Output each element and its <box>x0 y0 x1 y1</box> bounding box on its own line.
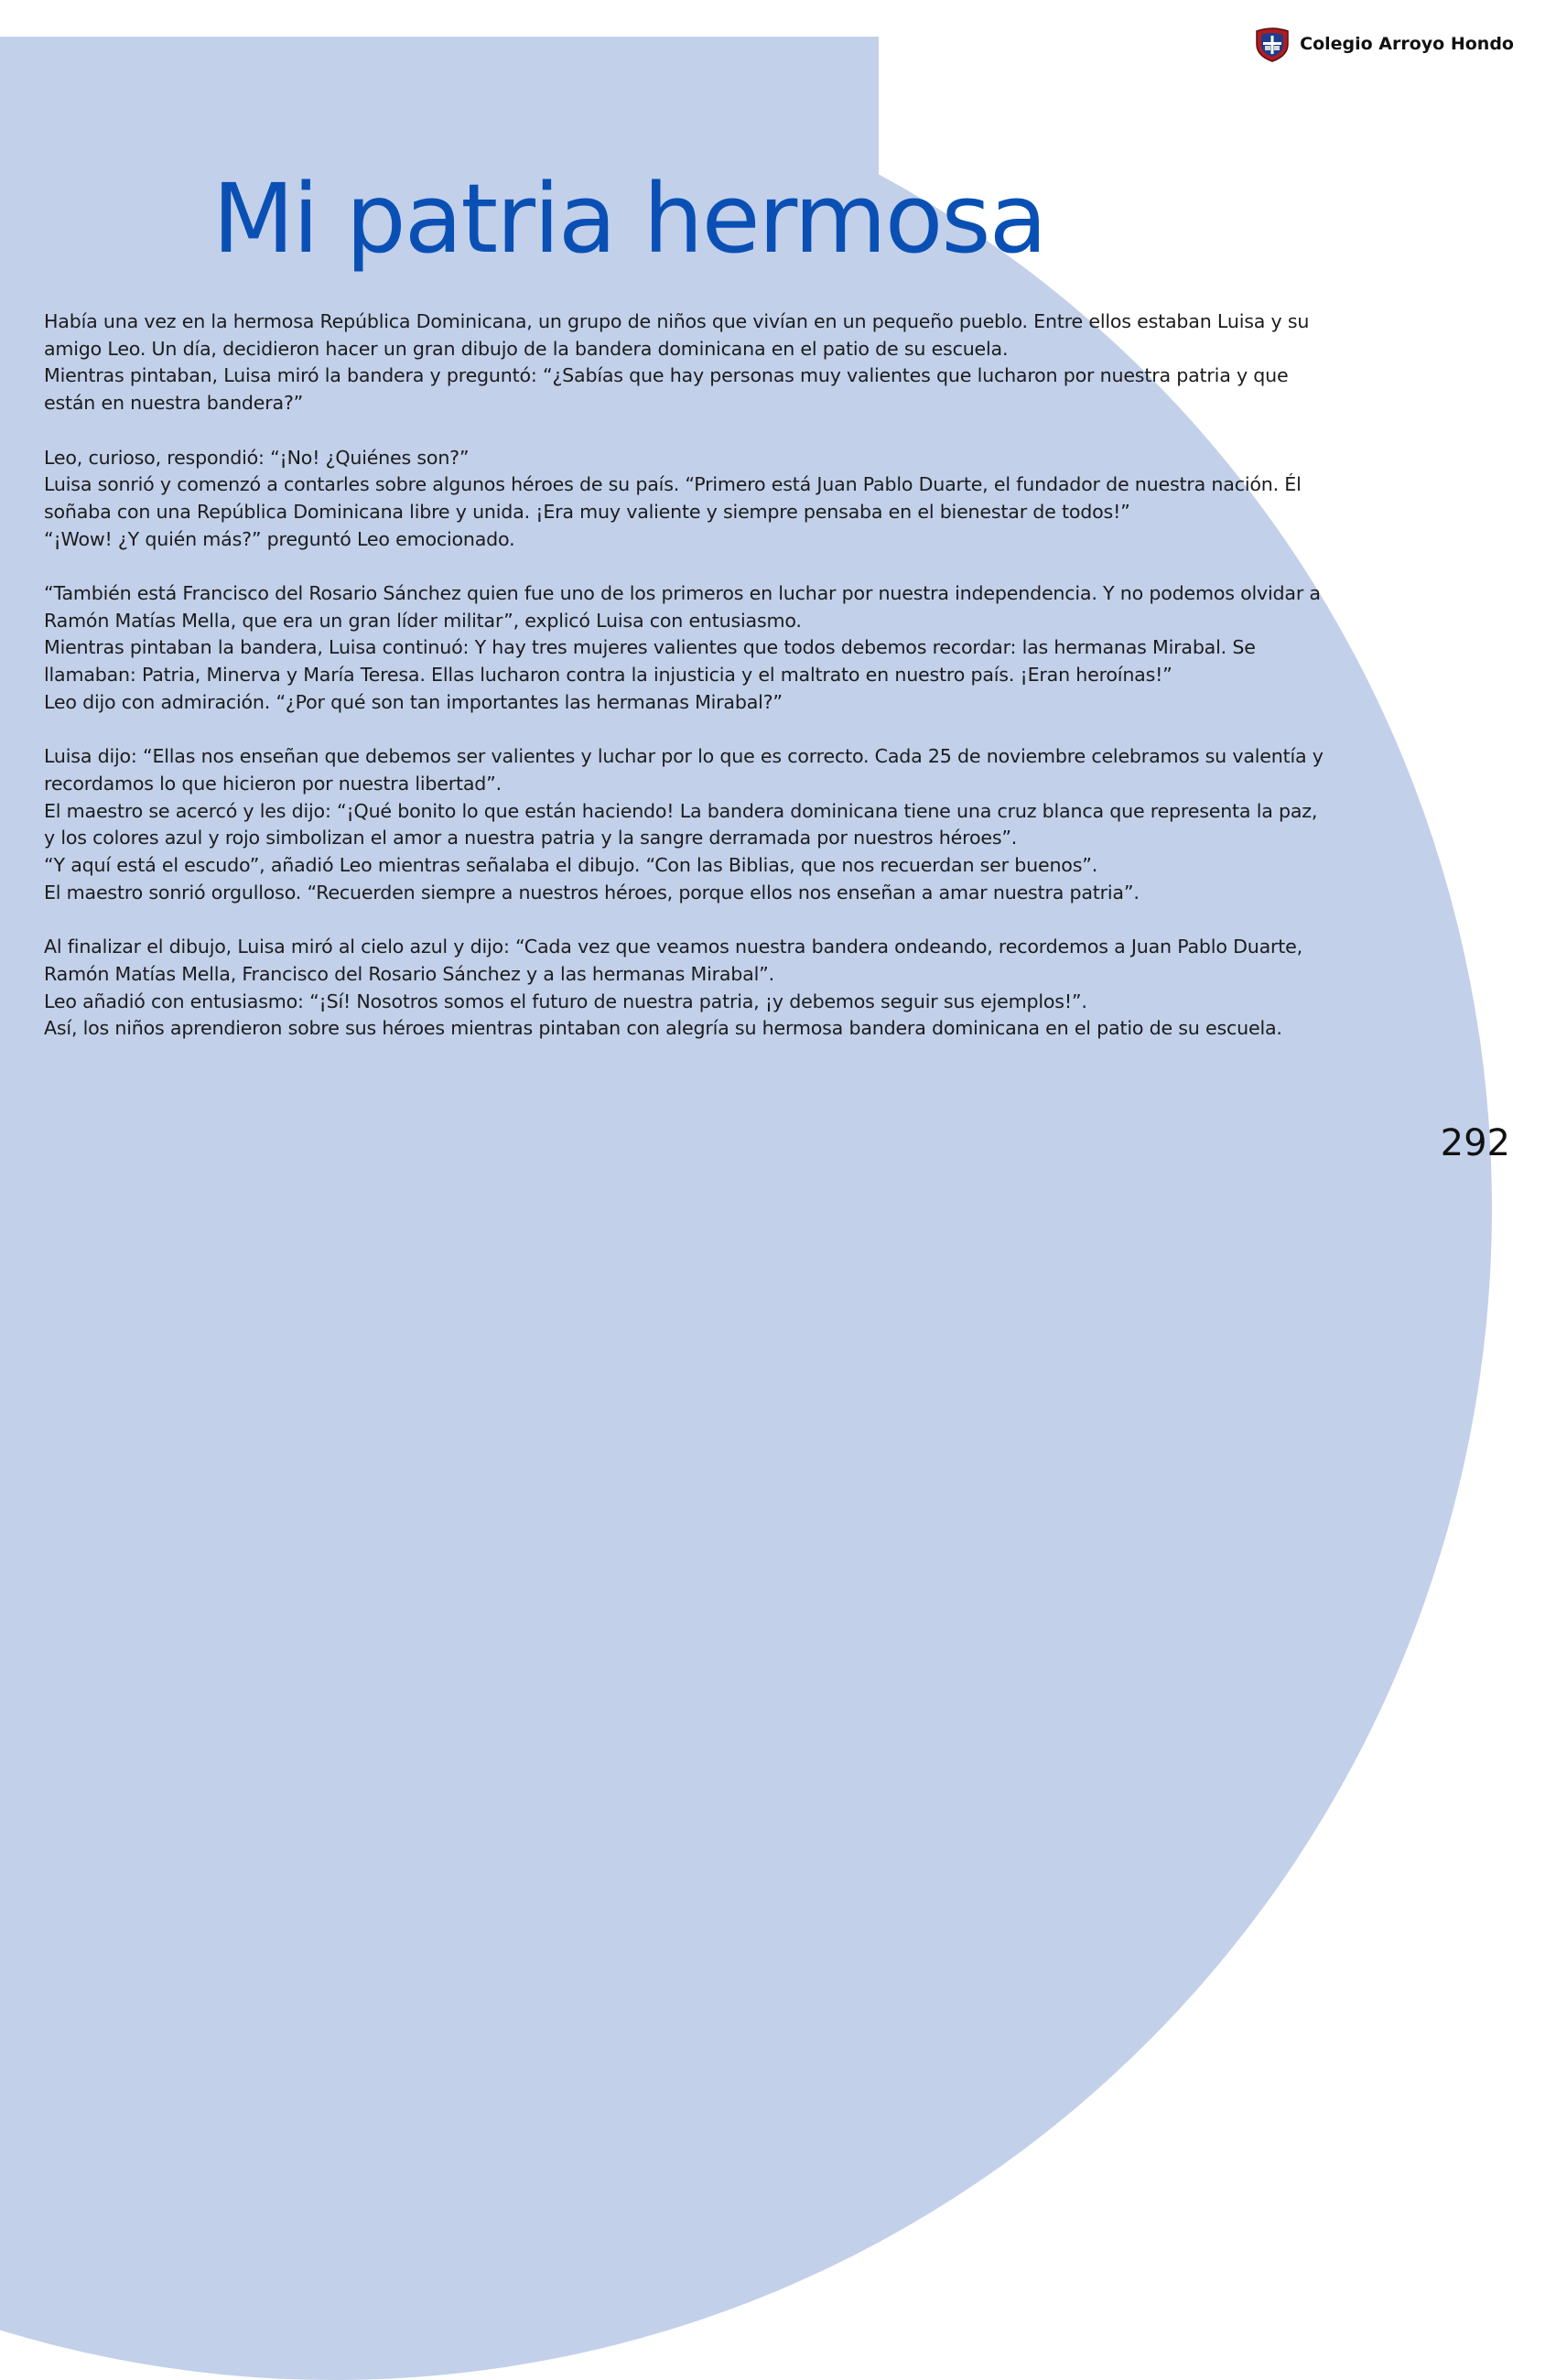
story-line: Mientras pintaban, Luisa miró la bandera y preguntó: “¿Sabías que hay personas muy valientes que lucharon por nuestra patria y que están en nuestra bandera?” <box>44 364 1289 415</box>
story-line: Leo, curioso, respondió: “¡No! ¿Quiénes son?” <box>44 446 470 469</box>
story-line: Había una vez en la hermosa República Dominicana, un grupo de niños que vivían en un pequeño pueblo. Entre ellos estaban Luisa y su amigo Leo. Un día, decidieron hacer un gran dibujo de la bandera dominicana en el patio de su escuela. <box>44 310 1310 360</box>
page-title: Mi patria hermosa <box>212 163 1046 275</box>
story-paragraph <box>44 934 1325 1043</box>
story-line: Luisa dijo: “Ellas nos enseñan que debemos ser valientes y luchar por lo que es correcto. Cada 25 de noviembre celebramos su valentía y recordamos lo que hicieron por nuestra libertad”. <box>44 745 1324 795</box>
school-name: Colegio Arroyo Hondo <box>1300 34 1514 54</box>
story-line: Leo dijo con admiración. “¿Por qué son tan importantes las hermanas Mirabal?” <box>44 690 783 713</box>
story-line: Leo añadió con entusiasmo: “¡Sí! Nosotros somos el futuro de nuestra patria, ¡y debemos seguir sus ejemplos!”. <box>44 990 1087 1012</box>
story-body <box>44 308 1325 1070</box>
story-paragraph <box>44 743 1325 906</box>
story-line: “¡Wow! ¿Y quién más?” preguntó Leo emocionado. <box>44 527 515 550</box>
story-line: Al finalizar el dibujo, Luisa miró al cielo azul y dijo: “Cada vez que veamos nuestra bandera ondeando, recordemos a Juan Pablo Duarte, Ramón Matías Mella, Francisco del Rosario Sánchez y a las hermanas Mirabal”. <box>44 936 1302 985</box>
story-line: Luisa sonrió y comenzó a contarles sobre algunos héroes de su país. “Primero está Juan Pablo Duarte, el fundador de nuestra nación. Él soñaba con una República Dominicana libre y unida. ¡Era muy valiente y siempre pensaba en el bienestar de todos!” <box>44 473 1302 523</box>
story-paragraph <box>44 580 1325 717</box>
story-line: Mientras pintaban la bandera, Luisa continuó: Y hay tres mujeres valientes que todos debemos recordar: las hermanas Mirabal. Se llamaban: Patria, Minerva y María Teresa. Ellas lucharon contra la injusticia y el maltrato en nuestro país. ¡Eran heroínas!” <box>44 636 1256 687</box>
page-number: 292 <box>1440 1122 1510 1164</box>
story-paragraph <box>44 445 1325 554</box>
story-line: El maestro sonrió orgulloso. “Recuerden siempre a nuestros héroes, porque ellos nos enseñan a amar nuestra patria”. <box>44 881 1140 903</box>
story-line: El maestro se acercó y les dijo: “¡Qué bonito lo que están haciendo! La bandera dominicana tiene una cruz blanca que representa la paz, y los colores azul y rojo simbolizan el amor a nuestra patria y la sangre derramada por nuestros héroes”. <box>44 799 1318 849</box>
story-line: “También está Francisco del Rosario Sánchez quien fue uno de los primeros en luchar por nuestra independencia. Y no podemos olvidar a Ramón Matías Mella, que era un gran líder militar”, explicó Luisa con entusiasmo. <box>44 582 1321 632</box>
story-line: “Y aquí está el escudo”, añadió Leo mientras señalaba el dibujo. “Con las Biblias, que nos recuerdan ser buenos”. <box>44 854 1098 877</box>
story-paragraph <box>44 308 1325 417</box>
school-crest-icon <box>1254 26 1291 62</box>
story-line: Así, los niños aprendieron sobre sus héroes mientras pintaban con alegría su hermosa bandera dominicana en el patio de su escuela. <box>44 1017 1282 1040</box>
school-brand <box>1254 26 1514 62</box>
